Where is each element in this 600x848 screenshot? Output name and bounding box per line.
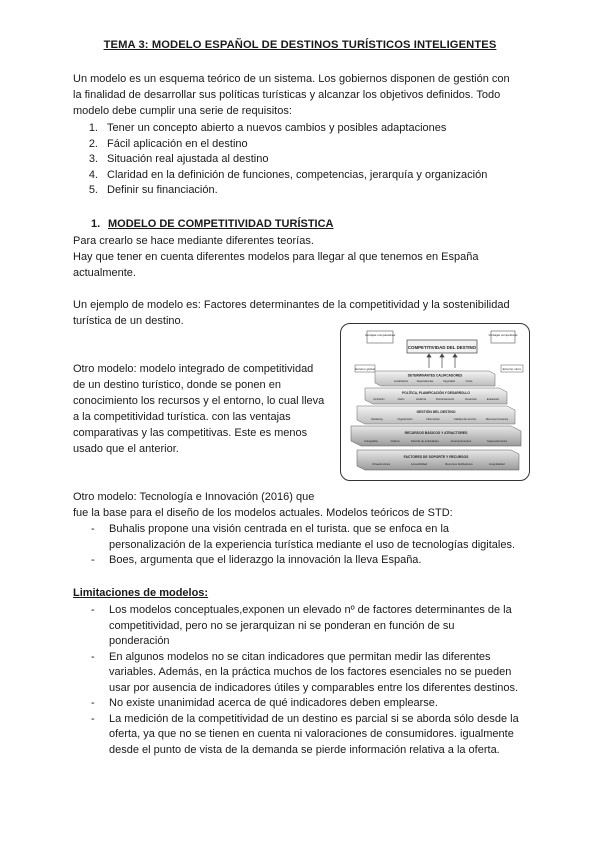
example-line-2: turística de un destino. xyxy=(73,315,184,327)
layer3-item: Calidad del servicio xyxy=(453,418,477,421)
layer2-item: Evaluación xyxy=(486,398,500,401)
list-item: - No existe unanimidad acerca de qué indicadores deben emplearse. xyxy=(91,696,531,712)
layer2-item: Posicionamiento xyxy=(435,398,455,401)
layer3-item: Marketing xyxy=(371,418,383,421)
layer2-item: Auditoría xyxy=(415,398,427,401)
layer2-title: POLÍTICA, PLANIFICACIÓN Y DESARROLLO xyxy=(402,391,470,395)
layer1-item: Dependencias xyxy=(416,380,434,383)
layer-4 xyxy=(351,426,521,446)
requirements-list xyxy=(73,121,487,199)
layer1-title: DETERMINANTES CALIFICADORES xyxy=(407,373,463,378)
top-right-label: Ventajas competitivas xyxy=(488,333,518,337)
layer3-item: Organización xyxy=(397,418,413,421)
other-model-line-3: conocimiento los recursos y el entorno, lo cual lleva xyxy=(73,395,325,407)
list-item: - La medición de la competitividad de un destino es parcial si se aborda sólo desde la oferta, ya que no se tienen en cuenta ni valoraciones de consumidores. igualmente desde el punto de vista de la demanda se pierde información relativa a la oferta. xyxy=(91,712,531,759)
top-left-label: Ventajas comparativas xyxy=(364,333,396,337)
page-title: TEMA 3: MODELO ESPAÑOL DE DESTINOS TURÍSTICOS INTELIGENTES xyxy=(103,39,497,51)
std-models-list xyxy=(91,522,531,569)
tech-line-2: fue la base para el diseño de los modelos actuales. Modelos teóricos de STD: xyxy=(73,507,453,519)
layer-5 xyxy=(357,450,519,470)
intro-line-3: modelo debe cumplir una serie de requisitos: xyxy=(73,105,292,117)
layer4-item: Mezcla de actividades xyxy=(411,439,439,443)
other-model-line-1: Otro modelo: modelo integrado de competitividad xyxy=(73,363,314,375)
left-side-label: Entorno global xyxy=(355,367,375,371)
layer3-item: Información xyxy=(426,418,440,421)
example-line-1: Un ejemplo de modelo es: Factores determinantes de la competitividad y la sostenibilidad xyxy=(73,299,510,311)
layer1-item: Coste xyxy=(465,380,473,383)
layer1-item: Localización xyxy=(393,380,409,383)
other-model-line-6: usado que el anterior. xyxy=(73,443,179,455)
list-item: - Buhalis propone una visión centrada en el turista. que se enfoca en la personalización de la experiencia turística mediante el uso de tecnologías digitales. xyxy=(91,522,531,553)
layer2-item: Visión xyxy=(397,398,405,401)
intro-line-2: la finalidad de desarrollar sus políticas turísticas y alcanzar los objetivos definidos. Todo xyxy=(73,89,501,101)
list-item: 3. Situación real ajustada al destino xyxy=(88,153,269,165)
list-item: - Boes, argumenta que el liderazgo la innovación la lleva España. xyxy=(91,553,531,569)
list-item: 4. Claridad en la definición de funciones, competencias, jerarquía y organización xyxy=(88,168,488,181)
top-center-label: COMPETITIVIDAD DEL DESTINO xyxy=(407,345,477,350)
layer5-item: Infraestructura xyxy=(371,462,391,466)
diagram-svg xyxy=(341,324,529,480)
list-item: - Los modelos conceptuales,exponen un elevado nº de factores determinantes de la competitividad, pero no se jerarquizan ni se ponderan en función de su ponderación xyxy=(91,603,531,650)
section1-line-3: actualmente. xyxy=(73,267,136,279)
list-item: 1. Tener un concepto abierto a nuevos cambios y posibles adaptaciones xyxy=(88,122,447,134)
layer5-item: Recursos facilitadores xyxy=(445,462,473,466)
right-side-label: Entorno micro xyxy=(502,367,522,371)
limitations-heading: Limitaciones de modelos: xyxy=(73,587,209,599)
tech-line-1: Otro modelo: Tecnología e Innovación (2016) que xyxy=(73,491,315,503)
other-model-line-4: a la competitividad turística. con las ventajas xyxy=(73,411,291,423)
list-item: 2. Fácil aplicación en el destino xyxy=(88,137,248,150)
layer2-item: Definición xyxy=(373,398,385,401)
up-arrows xyxy=(427,354,457,368)
list-item: - En algunos modelos no se citan indicadores que permitan medir las diferentes variables. Además, en la práctica muchos de los factores esenciales no se pueden usar por ausencia de indicadores útiles y comparables entre los diferentes destinos. xyxy=(91,650,531,697)
layer4-item: Fisiografía xyxy=(364,439,378,443)
layer5-item: Hospitalidad xyxy=(489,462,505,466)
layer4-item: Superestructura xyxy=(487,439,507,443)
other-model-line-5: comparativas y las competitivas. Este es menos xyxy=(73,427,308,439)
layer4-title: RECURSOS BÁSICOS Y ATRACTORES xyxy=(404,431,468,435)
layer2-item: Desarrollo xyxy=(465,398,477,401)
layer1-item: Seguridad xyxy=(443,380,455,383)
layer-3 xyxy=(357,406,515,424)
limitations-list xyxy=(91,603,531,758)
list-item: 5. Definir su financiación. xyxy=(88,184,218,196)
layer5-item: Accesibilidad xyxy=(410,462,428,466)
layer3-title: GESTIÓN DEL DESTINO xyxy=(416,410,456,414)
other-model-line-2: de un destino turístico, donde se ponen en xyxy=(73,379,281,391)
layer3-item: Recursos humanos xyxy=(485,418,509,421)
layer4-item: Cultura xyxy=(390,439,400,443)
section1-line-1: Para crearlo se hace mediante diferentes teorías. xyxy=(73,235,314,247)
section1-line-2: Hay que tener en cuenta diferentes modelos para llegar al que tenemos en España xyxy=(73,251,479,263)
layer5-title: FACTORES DE SOPORTE Y RECURSOS xyxy=(403,455,469,459)
competitiveness-diagram xyxy=(340,323,530,481)
section-heading: 1. MODELO DE COMPETITIVIDAD TURÍSTICA xyxy=(91,218,334,230)
layer4-item: Acontecimientos xyxy=(450,439,472,443)
intro-line-1: Un modelo es un esquema teórico de un sistema. Los gobiernos disponen de gestión con xyxy=(73,73,510,85)
